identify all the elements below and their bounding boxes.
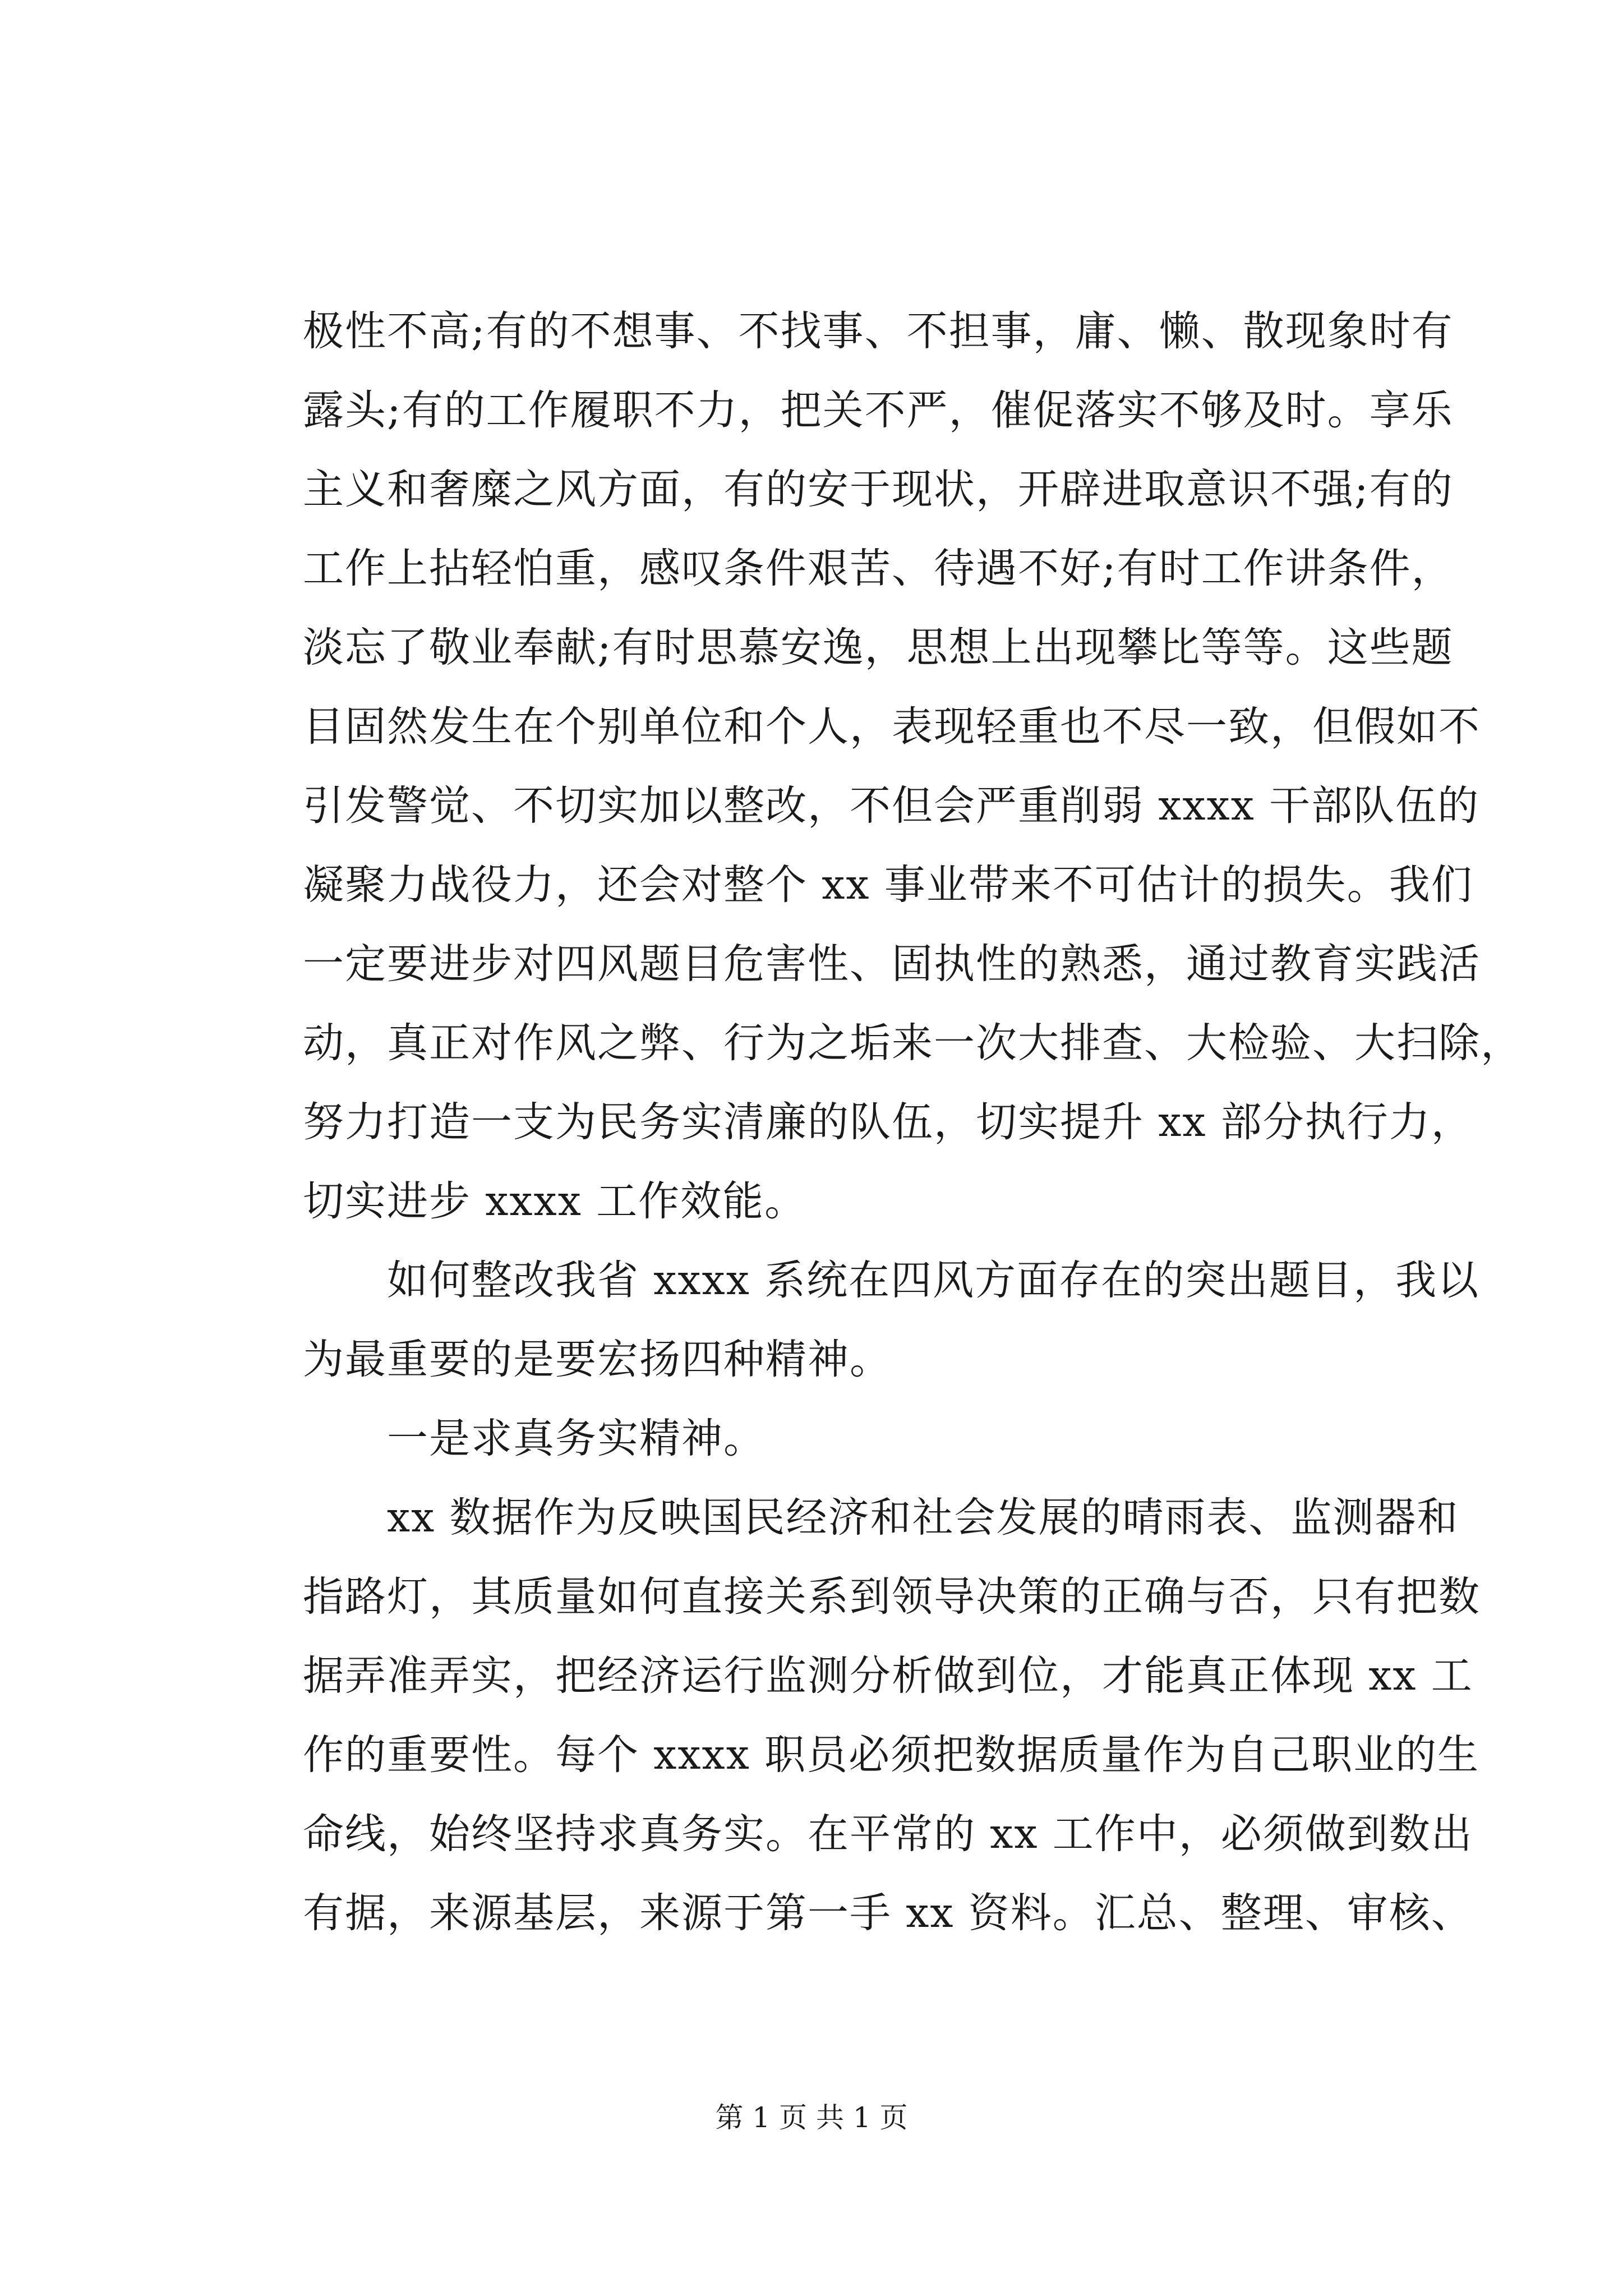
text-line: 有据，来源基层，来源于第一手 xx 资料。汇总、整理、审核、 [303,1889,1473,1937]
text-line: 指路灯，其质量如何直接关系到领导决策的正确与否，只有把数 [303,1573,1481,1621]
page-number-footer: 第 1 页 共 1 页 [715,2101,908,2134]
text-line: 切实进步 xxxx 工作效能。 [303,1177,807,1225]
text-line: 作的重要性。每个 xxxx 职员必须把数据质量作为自己职业的生 [303,1731,1480,1779]
body-text [303,292,1523,1953]
text-line: 目固然发生在个别单位和个人，表现轻重也不尽一致，但假如不 [303,703,1481,751]
text-line: 一是求真务实精神。 [303,1415,766,1462]
text-line: 极性不高;有的不想事、不找事、不担事，庸、懒、散现象时有 [303,307,1454,355]
text-line: 动，真正对作风之弊、行为之垢来一次大排查、大检验、大扫除， [303,1019,1523,1067]
text-line: 露头;有的工作履职不力，把关不严，催促落实不够及时。享乐 [303,386,1454,434]
text-line: 工作上拈轻怕重，感叹条件艰苦、待遇不好;有时工作讲条件， [303,545,1454,592]
text-line: 命线，始终坚持求真务实。在平常的 xx 工作中，必须做到数出 [303,1810,1473,1858]
text-line: 一定要进步对四风题目危害性、固执性的熟悉，通过教育实践活 [303,940,1481,988]
text-line: 主义和奢糜之风方面，有的安于现状，开辟进取意识不强;有的 [303,466,1454,513]
text-line: 据弄准弄实，把经济运行监测分析做到位，才能真正体现 xx 工 [303,1652,1473,1700]
text-line: 凝聚力战役力，还会对整个 xx 事业带来不可估计的损失。我们 [303,861,1473,909]
text-line: 引发警觉、不切实加以整改，不但会严重削弱 xxxx 干部队伍的 [303,782,1480,830]
text-line: 如何整改我省 xxxx 系统在四风方面存在的突出题目，我以 [303,1257,1480,1304]
text-line: 淡忘了敬业奉献;有时思慕安逸，思想上出现攀比等等。这些题 [303,624,1454,671]
text-line: xx 数据作为反映国民经济和社会发展的晴雨表、监测器和 [303,1494,1459,1542]
text-line: 为最重要的是要宏扬四种精神。 [303,1336,892,1383]
text-line: 努力打造一支为民务实清廉的队伍，切实提升 xx 部分执行力， [303,1098,1473,1146]
